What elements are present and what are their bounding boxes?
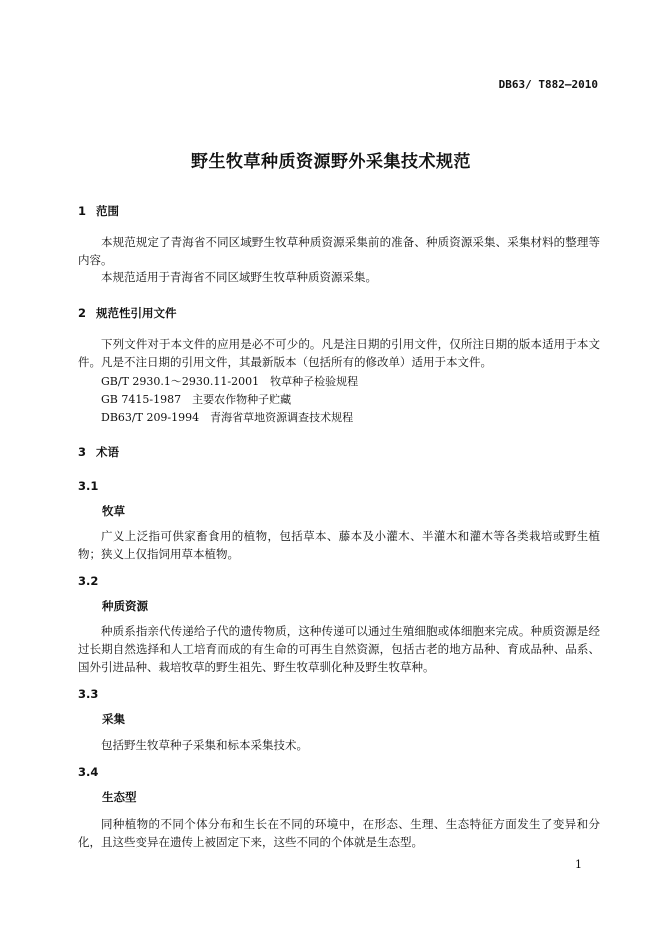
reference-item: GB 7415-1987 主要农作物种子贮藏 [101, 393, 292, 406]
document-title: 野生牧草种质资源野外采集技术规范 [191, 152, 471, 172]
section-number: 3 [78, 445, 87, 459]
section-number: 1 [78, 204, 87, 218]
section-title: 规范性引用文件 [96, 306, 177, 320]
section-number: 2 [78, 306, 87, 320]
term-number: 3.3 [78, 687, 99, 701]
term-definition: 同种植物的不同个体分布和生长在不同的环境中，在形态、生理、生态特征方面发生了变异和分化，且这些变异在遗传上被固定下来，这些不同的个体就是生态型。 [78, 817, 600, 849]
term-definition: 广义上泛指可供家畜食用的植物，包括草本、藤本及小灌木、半灌木和灌木等各类栽培或野生植物；狭义上仅指饲用草本植物。 [78, 529, 600, 561]
term-name: 牧草 [102, 504, 125, 518]
page-number: 1 [575, 858, 582, 871]
term-number: 3.2 [78, 574, 99, 588]
term-name: 采集 [102, 712, 125, 726]
section-1-paragraph-1: 本规范规定了青海省不同区域野生牧草种质资源采集前的准备、种质资源采集、采集材料的整理等内容。 [78, 235, 600, 267]
term-number: 3.4 [78, 765, 99, 779]
term-definition: 种质系指亲代传递给子代的遗传物质，这种传递可以通过生殖细胞或体细胞来完成。种质资源是经过长期自然选择和人工培育而成的有生命的可再生自然资源，包括古老的地方品种、育成品种、品系、国外引进品种、栽培牧草的野生祖先、野生牧草驯化种及野生牧草种。 [78, 624, 600, 674]
term-number: 3.1 [78, 479, 99, 493]
term-name: 生态型 [102, 790, 137, 804]
section-2-paragraph-1: 下列文件对于本文件的应用是必不可少的。凡是注日期的引用文件，仅所注日期的版本适用于本文件。凡是不注日期的引用文件，其最新版本（包括所有的修改单）适用于本文件。 [78, 337, 600, 369]
term-name: 种质资源 [102, 599, 148, 613]
section-1-paragraph-2: 本规范适用于青海省不同区域野生牧草种质资源采集。 [101, 270, 377, 284]
term-definition: 包括野生牧草种子采集和标本采集技术。 [101, 738, 308, 752]
section-1-heading [78, 203, 119, 219]
section-title: 范围 [96, 204, 119, 218]
section-2-heading [78, 305, 177, 321]
standard-code: DB63/ T882—2010 [498, 78, 598, 91]
reference-item: DB63/T 209-1994 青海省草地资源调查技术规程 [101, 411, 354, 424]
section-title: 术语 [96, 445, 119, 459]
reference-item: GB/T 2930.1～2930.11-2001 牧草种子检验规程 [101, 375, 359, 388]
section-3-heading [78, 444, 119, 460]
